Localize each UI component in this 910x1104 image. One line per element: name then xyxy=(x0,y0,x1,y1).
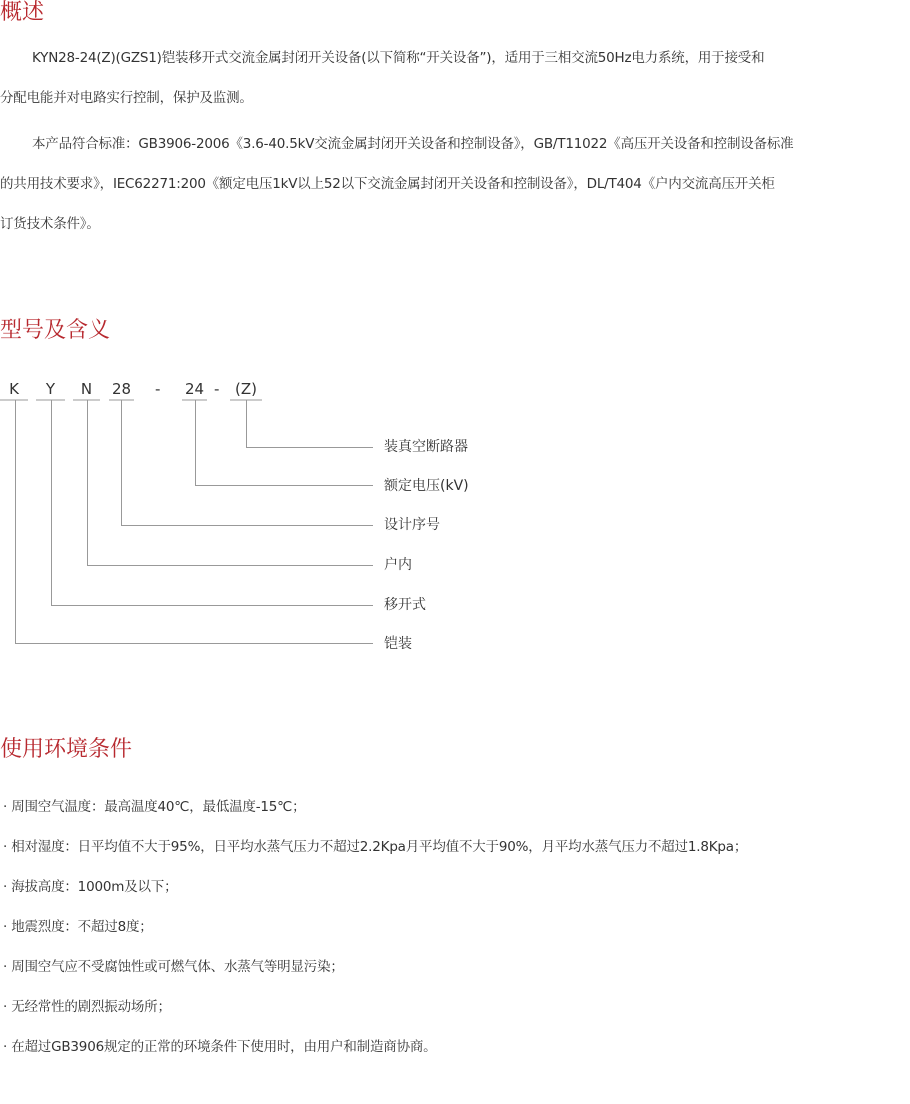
leader-line-28 xyxy=(122,400,374,526)
environment-item xyxy=(3,837,747,857)
overview-p2-line-1: 本产品符合标准：GB3906-2006《3.6-40.5kV交流金属封闭开关设备和控制设备》，GB/T11022《高压开关设备和控制设备标准 xyxy=(32,136,794,152)
leader-line-y xyxy=(52,400,374,606)
leader-line-k xyxy=(16,400,374,644)
code-separator-2: - xyxy=(214,380,220,398)
code-part-n: N xyxy=(80,380,93,398)
bullet-dot: · xyxy=(3,1039,8,1055)
bullet-dot: · xyxy=(3,919,8,935)
overview-p2-line-2: 的共用技术要求》，IEC62271:200《额定电压1kV以上52以下交流金属封闭开关设备和控制设备》，DL/T404《户内交流高压开关柜 xyxy=(0,176,775,192)
environment-item xyxy=(3,877,177,897)
bullet-dot: · xyxy=(3,879,8,895)
meaning-label-28: 设计序号 xyxy=(384,517,440,533)
environment-item xyxy=(3,957,344,977)
meaning-label-z: 装真空断路器 xyxy=(384,439,468,455)
code-part-24: 24 xyxy=(184,380,205,398)
bullet-dot: · xyxy=(3,959,8,975)
environment-item xyxy=(3,917,153,937)
environment-item-text: 在超过GB3906规定的正常的环境条件下使用时，由用户和制造商协商。 xyxy=(11,1039,437,1055)
code-separator-1: - xyxy=(155,380,161,398)
code-part-y: Y xyxy=(45,380,56,398)
section-title-model: 型号及含义 xyxy=(0,318,111,343)
environment-item-text: 周围空气应不受腐蚀性或可燃气体、水蒸气等明显污染； xyxy=(11,959,344,975)
meaning-label-24: 额定电压(kV) xyxy=(384,478,469,494)
overview-p2-line-3: 订货技术条件》。 xyxy=(0,216,100,232)
environment-item xyxy=(3,797,305,817)
overview-paragraph-1 xyxy=(0,38,910,118)
environment-item-text: 地震烈度：不超过8度； xyxy=(11,919,153,935)
code-part-k: K xyxy=(9,380,19,398)
environment-item-text: 相对湿度：日平均值不大于95%，日平均水蒸气压力不超过2.2Kpa月平均值不大于90%，月平均水蒸气压力不超过1.8Kpa； xyxy=(11,839,748,855)
leader-line-n xyxy=(88,400,374,566)
section-title-environment: 使用环境条件 xyxy=(0,737,133,762)
environment-item xyxy=(3,997,171,1017)
diagram-lines xyxy=(0,370,520,670)
meaning-label-n: 户内 xyxy=(384,557,412,573)
environment-item-text: 无经常性的剧烈振动场所； xyxy=(11,999,171,1015)
meaning-label-y: 移开式 xyxy=(384,597,426,613)
leader-line-z xyxy=(247,400,374,448)
bullet-dot: · xyxy=(3,999,8,1015)
overview-p1-line-2: 分配电能并对电路实行控制，保护及监测。 xyxy=(0,90,253,106)
bullet-dot: · xyxy=(3,839,8,855)
environment-item xyxy=(3,1037,436,1057)
bullet-dot: · xyxy=(3,799,8,815)
code-part-28: 28 xyxy=(111,380,132,398)
code-part-z: (Z) xyxy=(235,380,257,398)
leader-line-24 xyxy=(196,400,374,486)
meaning-label-k: 铠装 xyxy=(384,636,412,652)
environment-item-text: 周围空气温度：最高温度40℃，最低温度-15℃； xyxy=(11,799,306,815)
model-code-diagram xyxy=(0,370,520,670)
overview-p1-line-1: KYN28-24(Z)(GZS1)铠装移开式交流金属封闭开关设备(以下简称“开关设备”)，适用于三相交流50Hz电力系统，用于接受和 xyxy=(32,50,765,66)
section-title-overview: 概述 xyxy=(0,0,45,25)
overview-paragraph-2 xyxy=(0,124,910,244)
environment-item-text: 海拔高度：1000m及以下； xyxy=(11,879,178,895)
